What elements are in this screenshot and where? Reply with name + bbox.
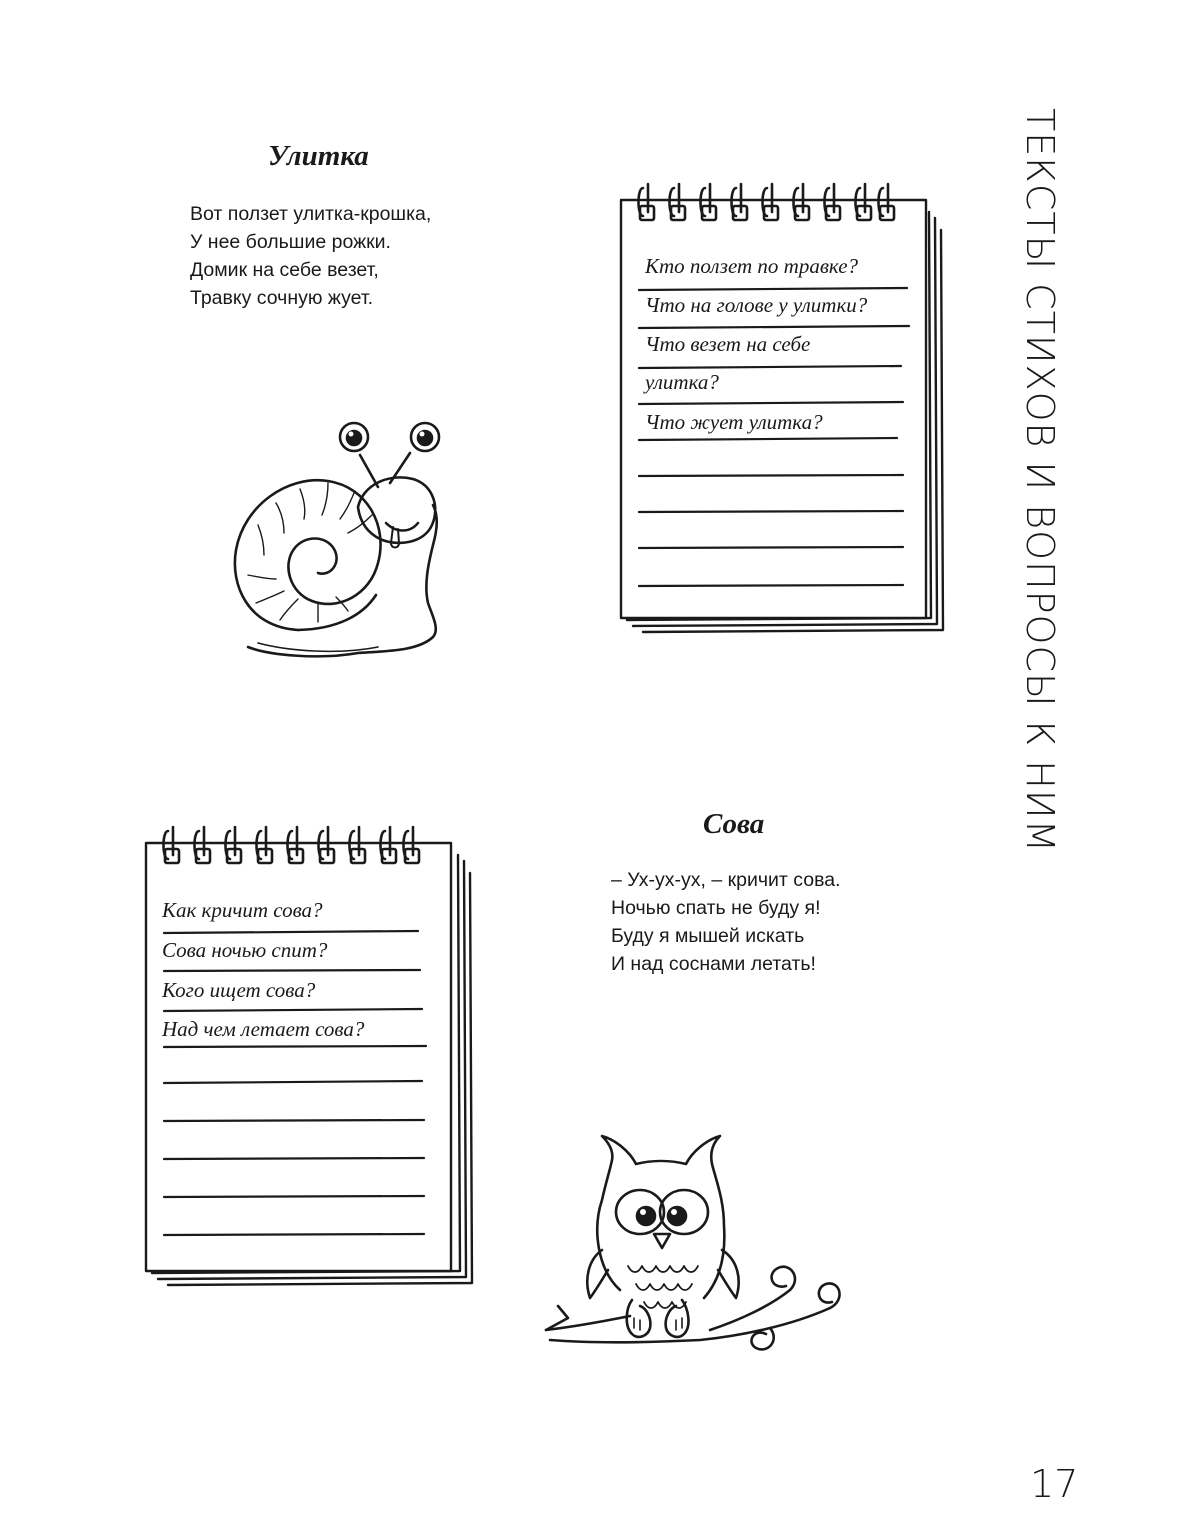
snail-poem-line-1: Вот ползет улитка-крошка, <box>190 203 432 225</box>
snail-poem-title: Улитка <box>268 140 369 172</box>
owl-question-3: Кого ищет сова? <box>162 978 316 1002</box>
page-number: 17 <box>1030 1462 1079 1506</box>
side-heading: ТЕКСТЫ СТИХОВ И ВОПРОСЫ К НИМ <box>1018 108 1062 854</box>
owl-question-4: Над чем летает сова? <box>162 1017 365 1041</box>
snail-poem <box>190 200 431 312</box>
owl-poem-line-3: Буду я мышей искать <box>611 925 805 947</box>
snail-poem-line-4: Травку сочную жует. <box>190 287 374 309</box>
snail-illustration <box>228 415 468 675</box>
owl-poem-title: Сова <box>703 808 765 840</box>
snail-question-2: Что на голове у улитки? <box>645 293 868 317</box>
snail-poem-line-2: У нее большие рожки. <box>190 231 391 253</box>
snail-question-5: Что жует улитка? <box>645 410 823 434</box>
owl-poem-line-1: – Ух-ух-ух, – кричит сова. <box>611 869 841 891</box>
snail-question-1: Кто ползет по травке? <box>645 254 859 278</box>
owl-poem <box>611 866 841 978</box>
owl-illustration <box>540 1130 870 1365</box>
snail-notepad <box>615 182 950 652</box>
snail-question-3: Что везет на себе <box>645 332 811 356</box>
owl-poem-line-2: Ночью спать не буду я! <box>611 897 821 919</box>
owl-question-2: Сова ночью спит? <box>162 938 328 962</box>
owl-poem-line-4: И над соснами летать! <box>611 953 816 975</box>
owl-notepad <box>140 825 475 1295</box>
snail-question-4: улитка? <box>645 370 719 394</box>
snail-poem-line-3: Домик на себе везет, <box>190 259 379 281</box>
owl-question-1: Как кричит сова? <box>162 898 323 922</box>
